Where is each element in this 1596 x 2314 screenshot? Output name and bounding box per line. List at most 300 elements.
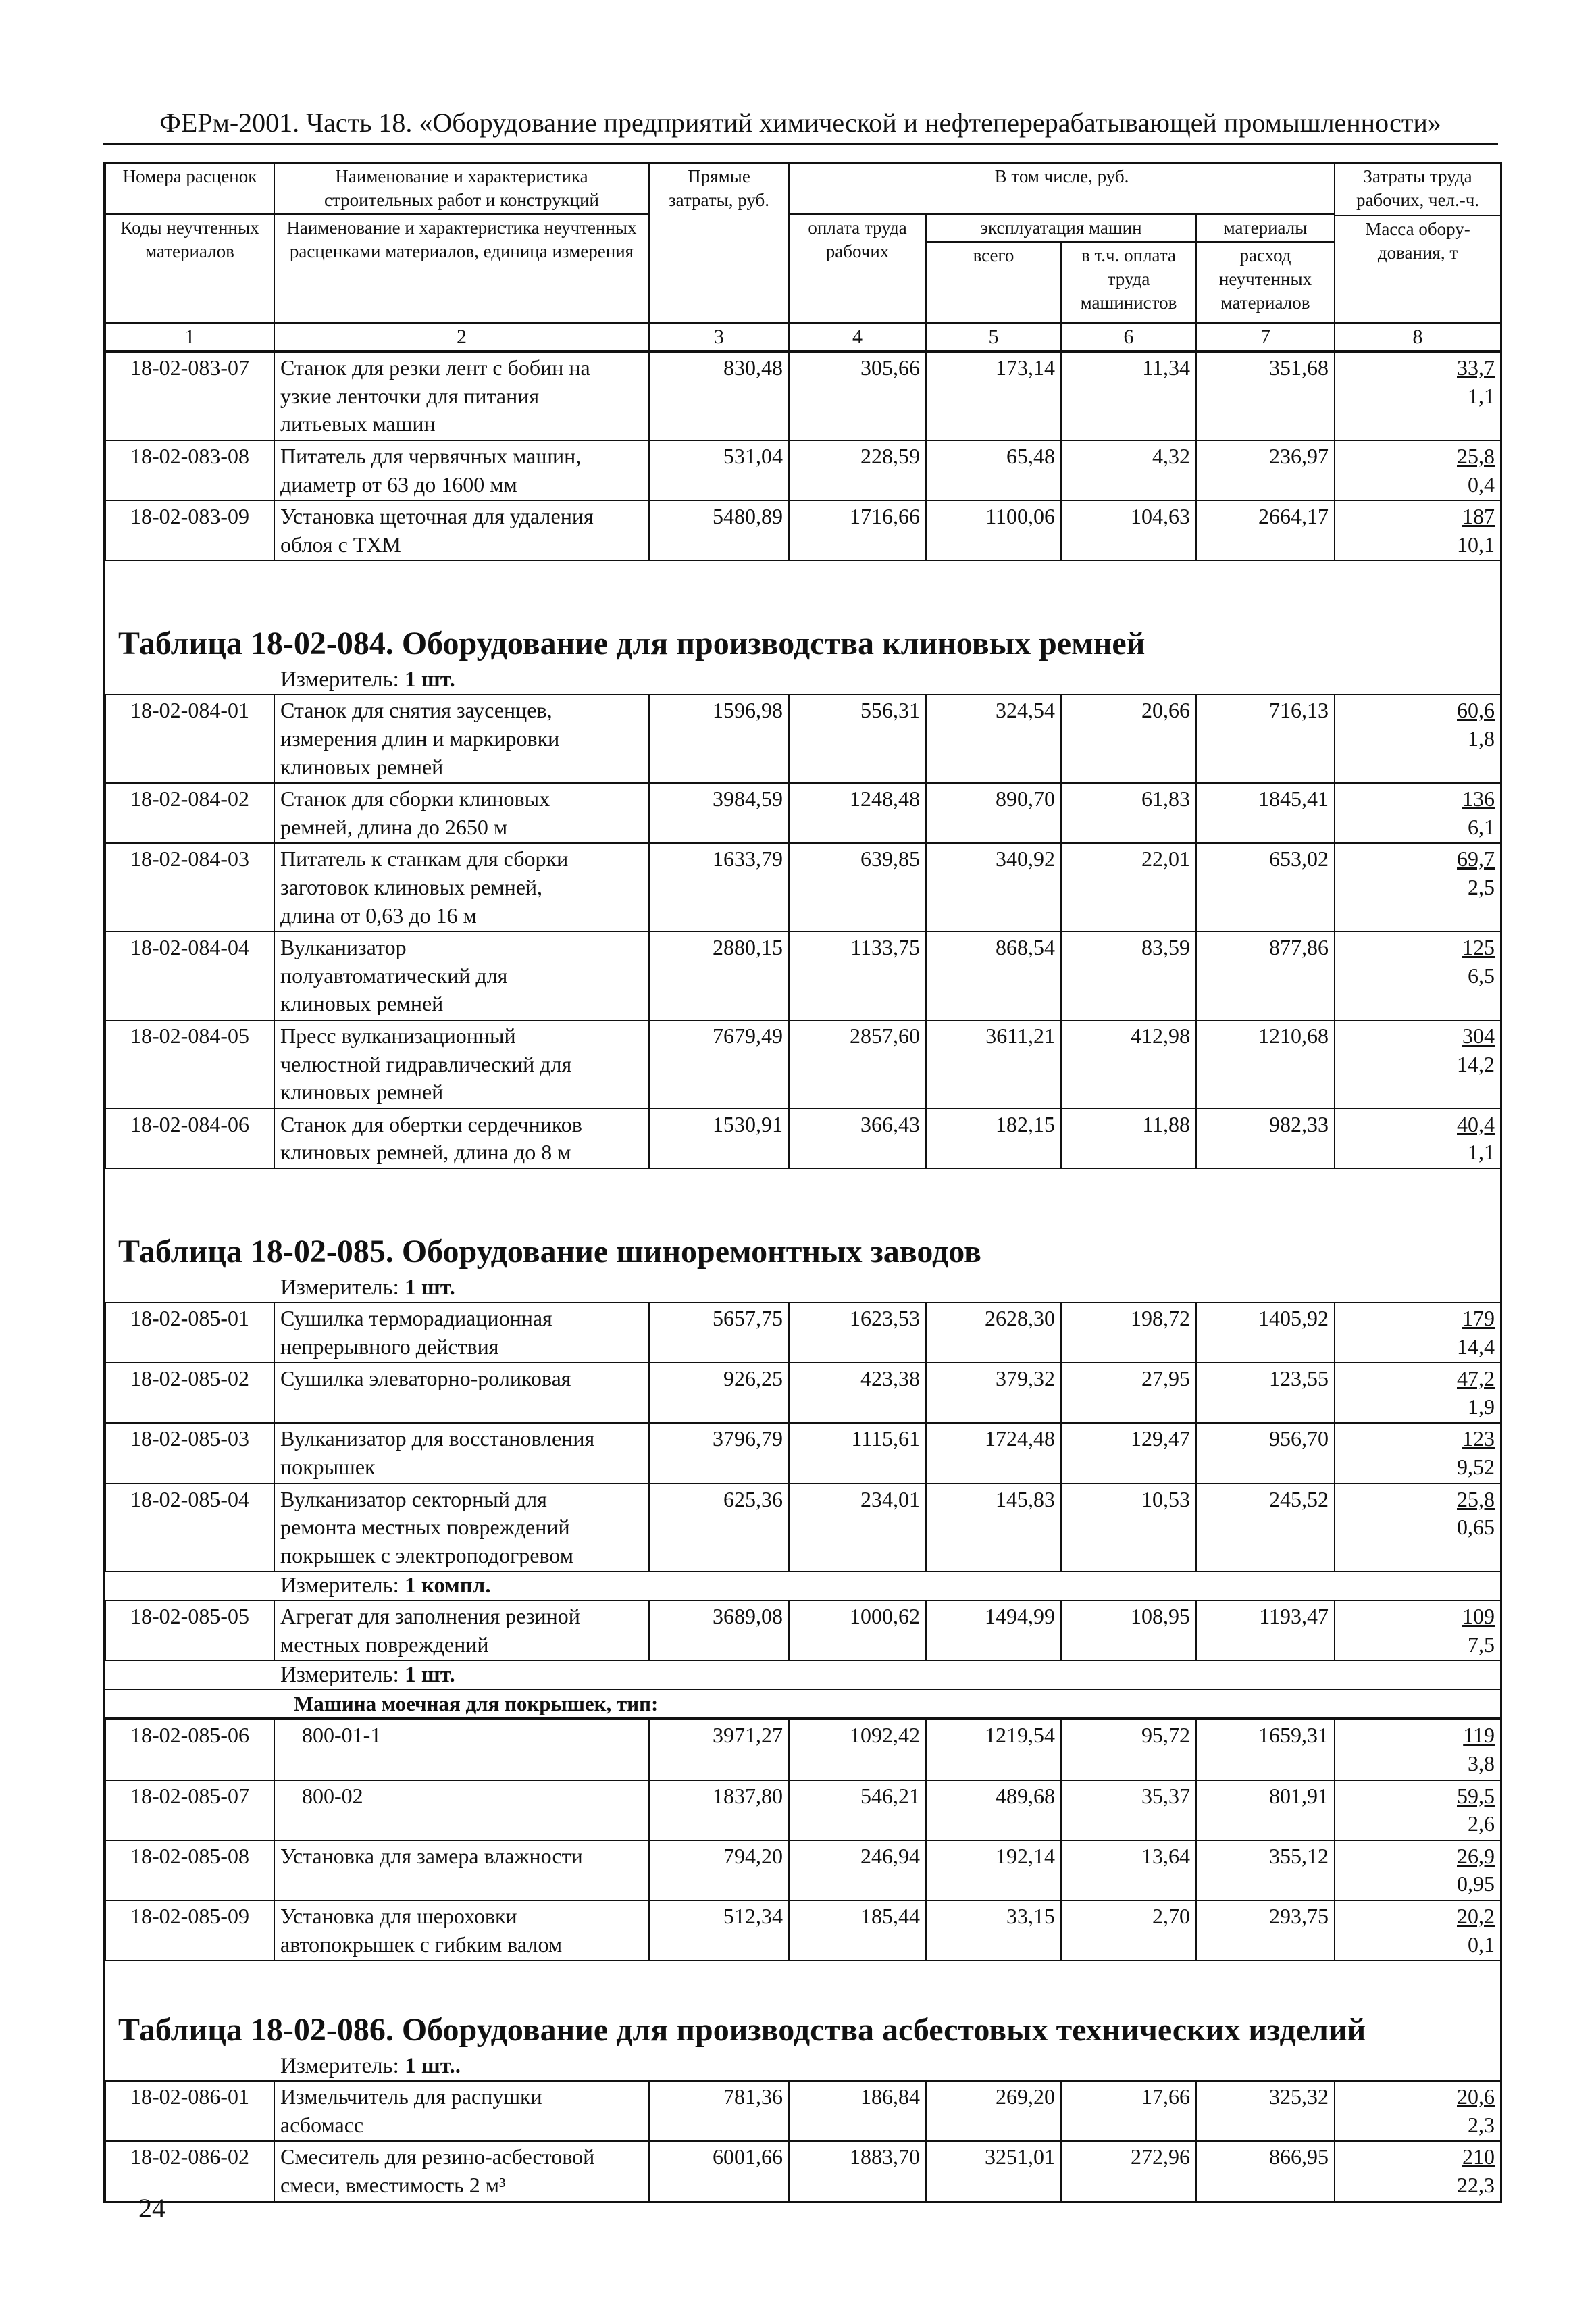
table-title-085: Таблица 18-02-085. Оборудование шиноремонтных заводов [118,1233,981,1269]
machinist-pay: 13,64 [1061,1840,1196,1901]
rate-description [274,1363,649,1423]
machinist-pay: 35,37 [1061,1780,1196,1840]
machinist-pay: 11,34 [1061,352,1196,441]
rate-description [274,1303,649,1363]
table-row [105,2141,1501,2201]
equipment-mass: 9,52 [1457,1454,1495,1479]
description-line: Сушилка терморадиационная [280,1305,552,1330]
machines-total: 3251,01 [926,2141,1061,2201]
labor-pay: 423,38 [789,1363,926,1423]
column-number: 5 [926,323,1061,351]
machinist-pay: 17,66 [1061,2081,1196,2141]
machines-total: 324,54 [926,695,1061,783]
description-line: Пресс вулканизационный [280,1023,516,1048]
description-line: облоя с ТХМ [280,532,401,557]
header-labor-pay: оплата труда рабочих [789,214,926,323]
equipment-mass: 10,1 [1457,532,1495,557]
description-line: Станок для сборки клиновых [280,786,550,811]
rate-code: 18-02-084-01 [105,695,274,783]
labor-and-mass [1335,2081,1501,2141]
materials-cost: 325,32 [1196,2081,1335,2141]
unit-value: 1 шт. [405,1663,455,1688]
direct-costs: 926,25 [649,1363,789,1423]
machinist-pay: 83,59 [1061,932,1196,1020]
equipment-mass: 1,8 [1468,726,1495,751]
rate-description [274,2141,649,2201]
unit-label: Измеритель: [280,1574,399,1599]
machines-total: 1724,48 [926,1423,1061,1483]
rows-085-c [105,1719,1500,1961]
equipment-mass: 3,8 [1468,1751,1495,1776]
equipment-mass: 0,1 [1468,1932,1495,1957]
column-number: 4 [789,323,926,351]
machinist-pay: 4,32 [1061,441,1196,501]
column-number: 3 [649,323,789,351]
labor-hours: 60,6 [1457,698,1495,723]
machines-total: 1219,54 [926,1719,1061,1780]
description-line: ремней, длина до 2650 м [280,814,508,839]
description-line: Смеситель для резино-асбестовой [280,2144,595,2169]
labor-hours: 47,2 [1457,1366,1495,1391]
materials-cost: 866,95 [1196,2141,1335,2201]
labor-and-mass [1335,1780,1501,1840]
machines-total: 489,68 [926,1780,1061,1840]
description-line: смеси, вместимость 2 м³ [280,2173,506,2197]
equipment-mass: 1,9 [1468,1394,1495,1419]
rates-table [105,694,1501,1169]
header-materials-sub: расход неучтенных материалов [1196,242,1335,323]
direct-costs: 512,34 [649,1901,789,1961]
equipment-mass: 0,95 [1457,1871,1495,1896]
table-row [105,1780,1501,1840]
labor-hours: 304 [1462,1023,1495,1048]
unit-line [105,666,1500,694]
direct-costs: 3984,59 [649,783,789,843]
materials-cost: 1659,31 [1196,1719,1335,1780]
column-header-table [105,162,1501,351]
equipment-mass: 6,5 [1468,963,1495,988]
labor-pay: 366,43 [789,1109,926,1169]
rate-description [274,1601,649,1661]
rate-code: 18-02-085-04 [105,1484,274,1572]
rate-code: 18-02-085-07 [105,1780,274,1840]
machines-total: 1494,99 [926,1601,1061,1661]
machines-total: 890,70 [926,783,1061,843]
equipment-mass: 14,4 [1457,1334,1495,1359]
rate-description [274,843,649,932]
rate-code: 18-02-085-06 [105,1719,274,1780]
labor-hours: 26,9 [1457,1843,1495,1868]
table-row [105,1423,1501,1483]
machinist-pay: 108,95 [1061,1601,1196,1661]
column-number: 2 [274,323,649,351]
description-line: узкие ленточки для питания [280,383,540,408]
machines-total: 182,15 [926,1109,1061,1169]
header-materials: материалы [1196,214,1335,242]
labor-and-mass [1335,441,1501,501]
direct-costs: 3796,79 [649,1423,789,1483]
labor-hours: 59,5 [1457,1783,1495,1808]
rate-code: 18-02-083-09 [105,501,274,561]
table-row [105,1719,1501,1780]
unit-line [105,1572,1500,1600]
labor-hours: 210 [1462,2144,1495,2169]
rate-code: 18-02-084-03 [105,843,274,932]
table-row [105,1601,1501,1661]
header-code-top: Номера расценок [105,163,274,214]
description-line: литьевых машин [280,411,436,436]
description-line: Вулканизатор секторный для [280,1486,547,1511]
description-line: Измельчитель для распушки [280,2084,542,2109]
rate-code: 18-02-086-01 [105,2081,274,2141]
labor-hours: 33,7 [1457,355,1495,380]
machines-total: 192,14 [926,1840,1061,1901]
table-row [105,1020,1501,1109]
unit-label: Измеритель: [280,668,399,693]
materials-cost: 956,70 [1196,1423,1335,1483]
description-line: Станок для снятия заусенцев, [280,698,552,723]
equipment-mass: 1,1 [1468,1140,1495,1165]
labor-hours: 40,4 [1457,1111,1495,1136]
labor-pay: 546,21 [789,1780,926,1840]
unit-label: Измеритель: [280,2054,399,2079]
description-line: Вулканизатор для восстановления [280,1426,595,1451]
labor-pay: 234,01 [789,1484,926,1572]
rows-085-b [105,1600,1500,1661]
direct-costs: 3971,27 [649,1719,789,1780]
materials-cost: 245,52 [1196,1484,1335,1572]
machinist-pay: 20,66 [1061,695,1196,783]
description-line: 800-02 [280,1783,363,1808]
description-line: автопокрышек с гибким валом [280,1932,563,1957]
description-line: покрышек [280,1454,376,1479]
unit-line [105,1274,1500,1302]
labor-pay: 1883,70 [789,2141,926,2201]
table-row [105,1901,1501,1961]
unit-label: Измеритель: [280,1663,399,1688]
direct-costs: 1530,91 [649,1109,789,1169]
materials-cost: 1405,92 [1196,1303,1335,1363]
rates-table [105,351,1501,561]
description-line: местных повреждений [280,1632,489,1657]
rate-description [274,501,649,561]
materials-cost: 801,91 [1196,1780,1335,1840]
description-line: клиновых ремней [280,991,444,1016]
rate-code: 18-02-084-04 [105,932,274,1020]
machines-total: 173,14 [926,352,1061,441]
direct-costs: 5657,75 [649,1303,789,1363]
labor-and-mass [1335,352,1501,441]
header-machines: эксплуатация машин [926,214,1196,242]
rate-code: 18-02-086-02 [105,2141,274,2201]
machines-total: 1100,06 [926,501,1061,561]
labor-pay: 1623,53 [789,1303,926,1363]
machines-total: 868,54 [926,932,1061,1020]
page-number: 24 [138,2193,165,2223]
table-row [105,1840,1501,1901]
equipment-mass: 2,6 [1468,1811,1495,1836]
table-row [105,783,1501,843]
labor-and-mass [1335,1109,1501,1169]
equipment-mass: 1,1 [1468,383,1495,408]
labor-pay: 1716,66 [789,501,926,561]
table-row [105,843,1501,932]
table-row [105,1303,1501,1363]
direct-costs: 7679,49 [649,1020,789,1109]
materials-cost: 293,75 [1196,1901,1335,1961]
description-line: Питатель к станкам для сборки [280,847,569,872]
header-direct-costs: Прямые затраты, руб. [649,163,789,323]
labor-and-mass [1335,1363,1501,1423]
description-line: полуавтоматический для [280,963,508,988]
labor-hours: 69,7 [1457,847,1495,872]
labor-pay: 1092,42 [789,1719,926,1780]
description-line: заготовок клиновых ремней, [280,875,543,899]
rate-description [274,1901,649,1961]
labor-hours: 25,8 [1457,444,1495,469]
table-row [105,501,1501,561]
header-labor-mass [1335,163,1501,323]
machines-total: 340,92 [926,843,1061,932]
labor-and-mass [1335,1901,1501,1961]
labor-pay: 228,59 [789,441,926,501]
labor-and-mass [1335,695,1501,783]
machinist-pay: 10,53 [1061,1484,1196,1572]
description-line: Установка для замера влажности [280,1843,583,1868]
column-number: 7 [1196,323,1335,351]
direct-costs: 2880,15 [649,932,789,1020]
rate-description [274,783,649,843]
header-including: В том числе, руб. [789,163,1335,214]
labor-hours: 123 [1462,1426,1495,1451]
machines-total: 145,83 [926,1484,1061,1572]
table-title-086: Таблица 18-02-086. Оборудование для производства асбестовых технических изделий [118,2012,1366,2048]
labor-hours: 179 [1462,1305,1495,1330]
labor-and-mass [1335,1601,1501,1661]
description-line: Агрегат для заполнения резиной [280,1604,580,1629]
materials-cost: 355,12 [1196,1840,1335,1901]
rate-description [274,1840,649,1901]
rate-code: 18-02-085-03 [105,1423,274,1483]
description-line: асбомасс [280,2112,364,2137]
equipment-mass: 6,1 [1468,814,1495,839]
description-line: Станок для резки лент с бобин на [280,355,590,380]
materials-cost: 236,97 [1196,441,1335,501]
rate-code: 18-02-085-02 [105,1363,274,1423]
table-row [105,695,1501,783]
header-code-bottom: Коды неучтенных материалов [105,214,274,323]
direct-costs: 6001,66 [649,2141,789,2201]
labor-pay: 556,31 [789,695,926,783]
rate-code: 18-02-085-05 [105,1601,274,1661]
machinist-pay: 11,88 [1061,1109,1196,1169]
machines-total: 379,32 [926,1363,1061,1423]
materials-cost: 1845,41 [1196,783,1335,843]
unit-label: Измеритель: [280,1275,399,1300]
rate-description [274,1020,649,1109]
equipment-mass: 0,4 [1468,472,1495,497]
description-line: Питатель для червячных машин, [280,444,582,469]
rate-code: 18-02-084-06 [105,1109,274,1169]
rows-084 [105,694,1500,1169]
rate-description [274,1719,649,1780]
table-row [105,1363,1501,1423]
group-heading: Машина моечная для покрышек, тип: [105,1689,1500,1719]
description-line: ремонта местных повреждений [280,1515,570,1540]
labor-pay: 1000,62 [789,1601,926,1661]
rate-description [274,1109,649,1169]
labor-pay: 305,66 [789,352,926,441]
labor-hours: 187 [1462,504,1495,529]
rate-code: 18-02-085-08 [105,1840,274,1901]
description-line: Вулканизатор [280,935,407,960]
labor-and-mass [1335,843,1501,932]
rate-description [274,1423,649,1483]
header-labor: Затраты труда рабочих, чел.-ч. [1356,166,1480,211]
labor-hours: 119 [1463,1723,1495,1748]
rate-description [274,441,649,501]
table-row [105,932,1501,1020]
rate-code: 18-02-083-07 [105,352,274,441]
rows-085 [105,1302,1500,1572]
description-line: Установка для шероховки [280,1904,517,1929]
description-line: 800-01-1 [280,1723,382,1748]
description-line: измерения длин и маркировки [280,726,560,751]
direct-costs: 1633,79 [649,843,789,932]
description-line: Установка щеточная для удаления [280,504,594,529]
table-row [105,441,1501,501]
machinist-pay: 27,95 [1061,1363,1196,1423]
materials-cost: 877,86 [1196,932,1335,1020]
labor-pay: 1248,48 [789,783,926,843]
table-row [105,1484,1501,1572]
materials-cost: 123,55 [1196,1363,1335,1423]
machinist-pay: 198,72 [1061,1303,1196,1363]
rates-table [105,2080,1501,2202]
description-line: длина от 0,63 до 16 м [280,903,477,928]
labor-and-mass [1335,1303,1501,1363]
unit-line [105,2053,1500,2080]
rate-code: 18-02-083-08 [105,441,274,501]
rate-description [274,1484,649,1572]
header-name-bottom: Наименование и характеристика неучтенных расценками материалов, единица измерения [274,214,649,323]
rate-code: 18-02-084-05 [105,1020,274,1109]
description-line: диаметр от 63 до 1600 мм [280,472,517,497]
table-title-084: Таблица 18-02-084. Оборудование для производства клиновых ремней [118,626,1145,662]
rates-table [105,1719,1501,1961]
header-machinist-pay: в т.ч. оплата труда машинистов [1061,242,1196,323]
materials-cost: 351,68 [1196,352,1335,441]
labor-and-mass [1335,1719,1501,1780]
machinist-pay: 412,98 [1061,1020,1196,1109]
table-row [105,1109,1501,1169]
equipment-mass: 0,65 [1457,1515,1495,1540]
labor-pay: 246,94 [789,1840,926,1901]
rate-description [274,2081,649,2141]
labor-hours: 20,2 [1457,1904,1495,1929]
unit-value: 1 шт. [405,668,455,693]
equipment-mass: 22,3 [1457,2173,1495,2197]
equipment-mass: 2,3 [1468,2112,1495,2137]
machinist-pay: 95,72 [1061,1719,1196,1780]
labor-pay: 1133,75 [789,932,926,1020]
labor-pay: 639,85 [789,843,926,932]
rate-description [274,1780,649,1840]
labor-hours: 109 [1462,1604,1495,1629]
equipment-mass: 7,5 [1468,1632,1495,1657]
labor-hours: 136 [1462,786,1495,811]
rate-code: 18-02-084-02 [105,783,274,843]
labor-and-mass [1335,2141,1501,2201]
materials-cost: 1193,47 [1196,1601,1335,1661]
direct-costs: 1596,98 [649,695,789,783]
machinist-pay: 61,83 [1061,783,1196,843]
machines-total: 65,48 [926,441,1061,501]
unit-value: 1 шт.. [405,2054,461,2079]
labor-and-mass [1335,932,1501,1020]
direct-costs: 625,36 [649,1484,789,1572]
labor-hours: 25,8 [1457,1486,1495,1511]
running-header: ФЕРм-2001. Часть 18. «Оборудование предприятий химической и нефтеперерабатывающей промышленности» [103,107,1498,145]
header-name-top: Наименование и характеристика строительных работ и конструкций [274,163,649,214]
direct-costs: 830,48 [649,352,789,441]
labor-and-mass [1335,1423,1501,1483]
machinist-pay: 104,63 [1061,501,1196,561]
rate-code: 18-02-085-09 [105,1901,274,1961]
direct-costs: 3689,08 [649,1601,789,1661]
description-line: Сушилка элеваторно-роликовая [280,1366,571,1391]
header-machines-total: всего [926,242,1061,323]
materials-cost: 1210,68 [1196,1020,1335,1109]
labor-pay: 186,84 [789,2081,926,2141]
description-line: клиновых ремней, длина до 8 м [280,1140,571,1165]
unit-line [105,1661,1500,1689]
direct-costs: 5480,89 [649,501,789,561]
machines-total: 269,20 [926,2081,1061,2141]
equipment-mass: 2,5 [1468,875,1495,899]
rate-code: 18-02-085-01 [105,1303,274,1363]
labor-and-mass [1335,501,1501,561]
machinist-pay: 129,47 [1061,1423,1196,1483]
column-number: 6 [1061,323,1196,351]
direct-costs: 1837,80 [649,1780,789,1840]
materials-cost: 653,02 [1196,843,1335,932]
machinist-pay: 2,70 [1061,1901,1196,1961]
description-line: Станок для обертки сердечников [280,1111,582,1136]
machines-total: 2628,30 [926,1303,1061,1363]
unit-value: 1 шт. [405,1275,455,1300]
description-line: покрышек с электроподогревом [280,1542,573,1567]
description-line: непрерывного действия [280,1334,499,1359]
materials-cost: 2664,17 [1196,501,1335,561]
machines-total: 33,15 [926,1901,1061,1961]
direct-costs: 781,36 [649,2081,789,2141]
rate-description [274,932,649,1020]
column-number: 1 [105,323,274,351]
labor-and-mass [1335,1020,1501,1109]
direct-costs: 531,04 [649,441,789,501]
labor-and-mass [1335,783,1501,843]
table-row [105,2081,1501,2141]
rates-table [105,1302,1501,1572]
rows-083 [105,351,1500,561]
machinist-pay: 272,96 [1061,2141,1196,2201]
labor-hours: 20,6 [1457,2084,1495,2109]
rate-description [274,695,649,783]
rate-description [274,352,649,441]
table-row [105,352,1501,441]
machinist-pay: 22,01 [1061,843,1196,932]
